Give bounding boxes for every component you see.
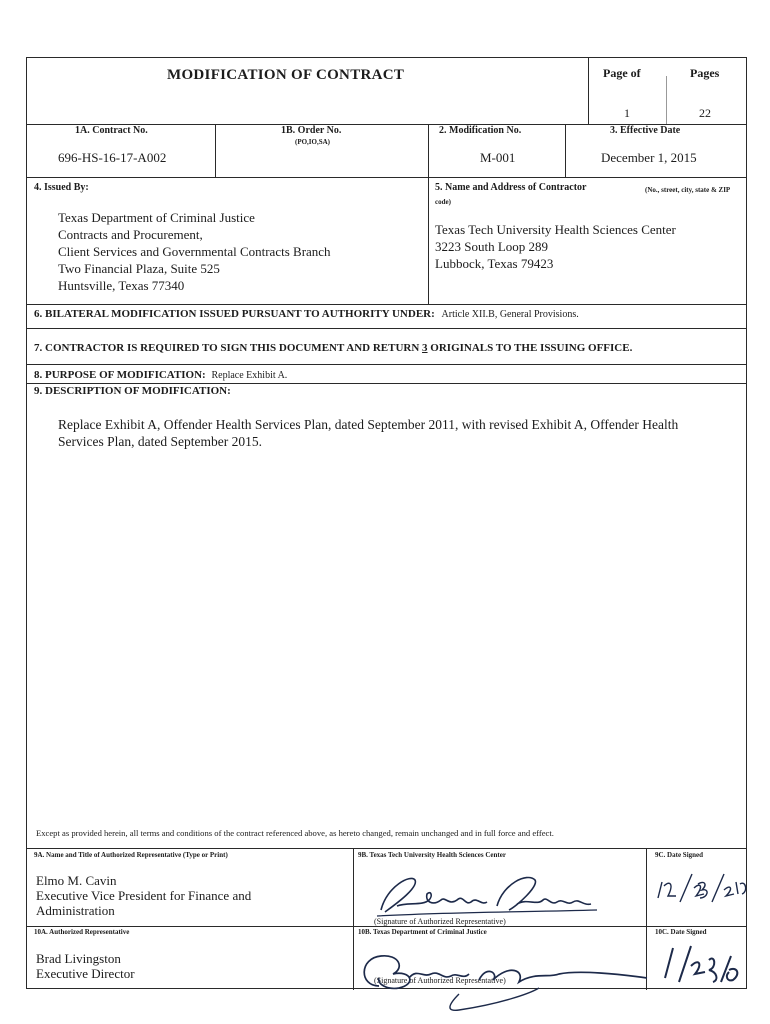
sig-9a-line: Executive Vice President for Finance and <box>36 888 252 903</box>
sig-10a-label: 10A. Authorized Representative <box>34 928 130 936</box>
issued-by-line: Contracts and Procurement, <box>58 227 203 242</box>
item6-row <box>34 308 579 320</box>
sig-10a-name <box>36 951 135 981</box>
contractor-date-handwritten <box>652 868 752 916</box>
rule-2 <box>27 177 746 178</box>
rule-5 <box>27 364 746 365</box>
item9-label: 9. DESCRIPTION OF MODIFICATION: <box>34 385 231 397</box>
sig-9b-label: 9B. Texas Tech University Health Sciences Center <box>358 851 506 859</box>
item6-value: Article XII.B, General Provisions. <box>441 309 579 320</box>
item6-label: 6. BILATERAL MODIFICATION ISSUED PURSUANT TO AUTHORITY UNDER: <box>34 308 435 320</box>
sig-10b-caption: (Signature of Authorized Representative) <box>374 976 506 985</box>
item8-label: 8. PURPOSE OF MODIFICATION: <box>34 369 206 381</box>
page-number: 1 <box>624 106 630 120</box>
item8-value: Replace Exhibit A. <box>211 370 288 381</box>
issued-by-line: Texas Department of Criminal Justice <box>58 210 255 225</box>
item7-text-after: ORIGINALS TO THE ISSUING OFFICE. <box>430 342 633 354</box>
agency-date-handwritten <box>657 942 747 992</box>
col-divider-3 <box>565 124 566 177</box>
sig-10c-label: 10C. Date Signed <box>655 928 707 936</box>
contractor-line: Lubbock, Texas 79423 <box>435 256 554 271</box>
contract-no-value: 696-HS-16-17-A002 <box>58 150 167 165</box>
col-divider-2 <box>428 124 429 304</box>
contract-no-label: 1A. Contract No. <box>75 125 148 136</box>
issued-by-line: Client Services and Governmental Contracts Branch <box>58 244 331 259</box>
effective-date-value: December 1, 2015 <box>601 150 697 165</box>
pages-divider <box>666 76 667 124</box>
order-no-label: 1B. Order No. <box>281 125 342 136</box>
footer-note: Except as provided herein, all terms and conditions of the contract referenced above, as hereto changed, remain unchanged and in full force and effect. <box>36 828 554 838</box>
page-of-label: Page of <box>603 66 641 80</box>
modification-no-label: 2. Modification No. <box>439 125 522 136</box>
rule-6 <box>27 383 746 384</box>
contractor-signature <box>367 866 607 926</box>
contractor-label-text: 5. Name and Address of Contractor <box>435 182 587 193</box>
issued-by-line: Huntsville, Texas 77340 <box>58 278 185 293</box>
rule-7 <box>27 848 746 849</box>
contractor-label-note: (No., street, city, state & ZIP code) <box>435 186 730 206</box>
order-no-sublabel: (PO,IO,SA) <box>295 138 330 146</box>
contractor-line: 3223 South Loop 289 <box>435 239 549 254</box>
rule-4 <box>27 328 746 329</box>
form-title: MODIFICATION OF CONTRACT <box>167 67 405 83</box>
issued-by-label: 4. Issued By: <box>34 182 89 193</box>
issued-by-line: Two Financial Plaza, Suite 525 <box>58 261 220 276</box>
contractor-address <box>435 221 745 272</box>
item8-row <box>34 369 287 381</box>
sig-9a-name <box>36 873 251 918</box>
contract-modification-form <box>26 57 747 989</box>
contractor-line: Texas Tech University Health Sciences Center <box>435 222 676 237</box>
modification-no-value: M-001 <box>480 150 516 165</box>
issued-by-address <box>58 209 418 294</box>
header-divider <box>588 58 589 124</box>
col-divider-1 <box>215 124 216 177</box>
sig-9c-label: 9C. Date Signed <box>655 851 704 859</box>
total-pages: 22 <box>699 106 711 120</box>
item9-text: Replace Exhibit A, Offender Health Services Plan, dated September 2011, with revised Exhibit A, Offender Health Services Plan, dated September 2015. <box>58 417 679 449</box>
sig-9b-caption: (Signature of Authorized Representative) <box>374 917 506 926</box>
rule-3 <box>27 304 746 305</box>
sig-10a-line: Executive Director <box>36 966 135 981</box>
sig-10a-line: Brad Livingston <box>36 951 121 966</box>
sig-10b-label: 10B. Texas Department of Criminal Justice <box>358 928 487 936</box>
sig-9a-label: 9A. Name and Title of Authorized Representative (Type or Print) <box>34 851 228 859</box>
pages-label: Pages <box>690 66 720 80</box>
sig-9a-line: Elmo M. Cavin <box>36 873 117 888</box>
rule-8 <box>27 926 746 927</box>
sig-9a-line: Administration <box>36 903 115 918</box>
item7-text-before: 7. CONTRACTOR IS REQUIRED TO SIGN THIS DOCUMENT AND RETURN <box>34 342 420 354</box>
agency-signature <box>339 934 659 1012</box>
item7-row <box>34 342 632 354</box>
item7-number: 3 <box>422 342 428 354</box>
effective-date-label: 3. Effective Date <box>610 125 681 136</box>
